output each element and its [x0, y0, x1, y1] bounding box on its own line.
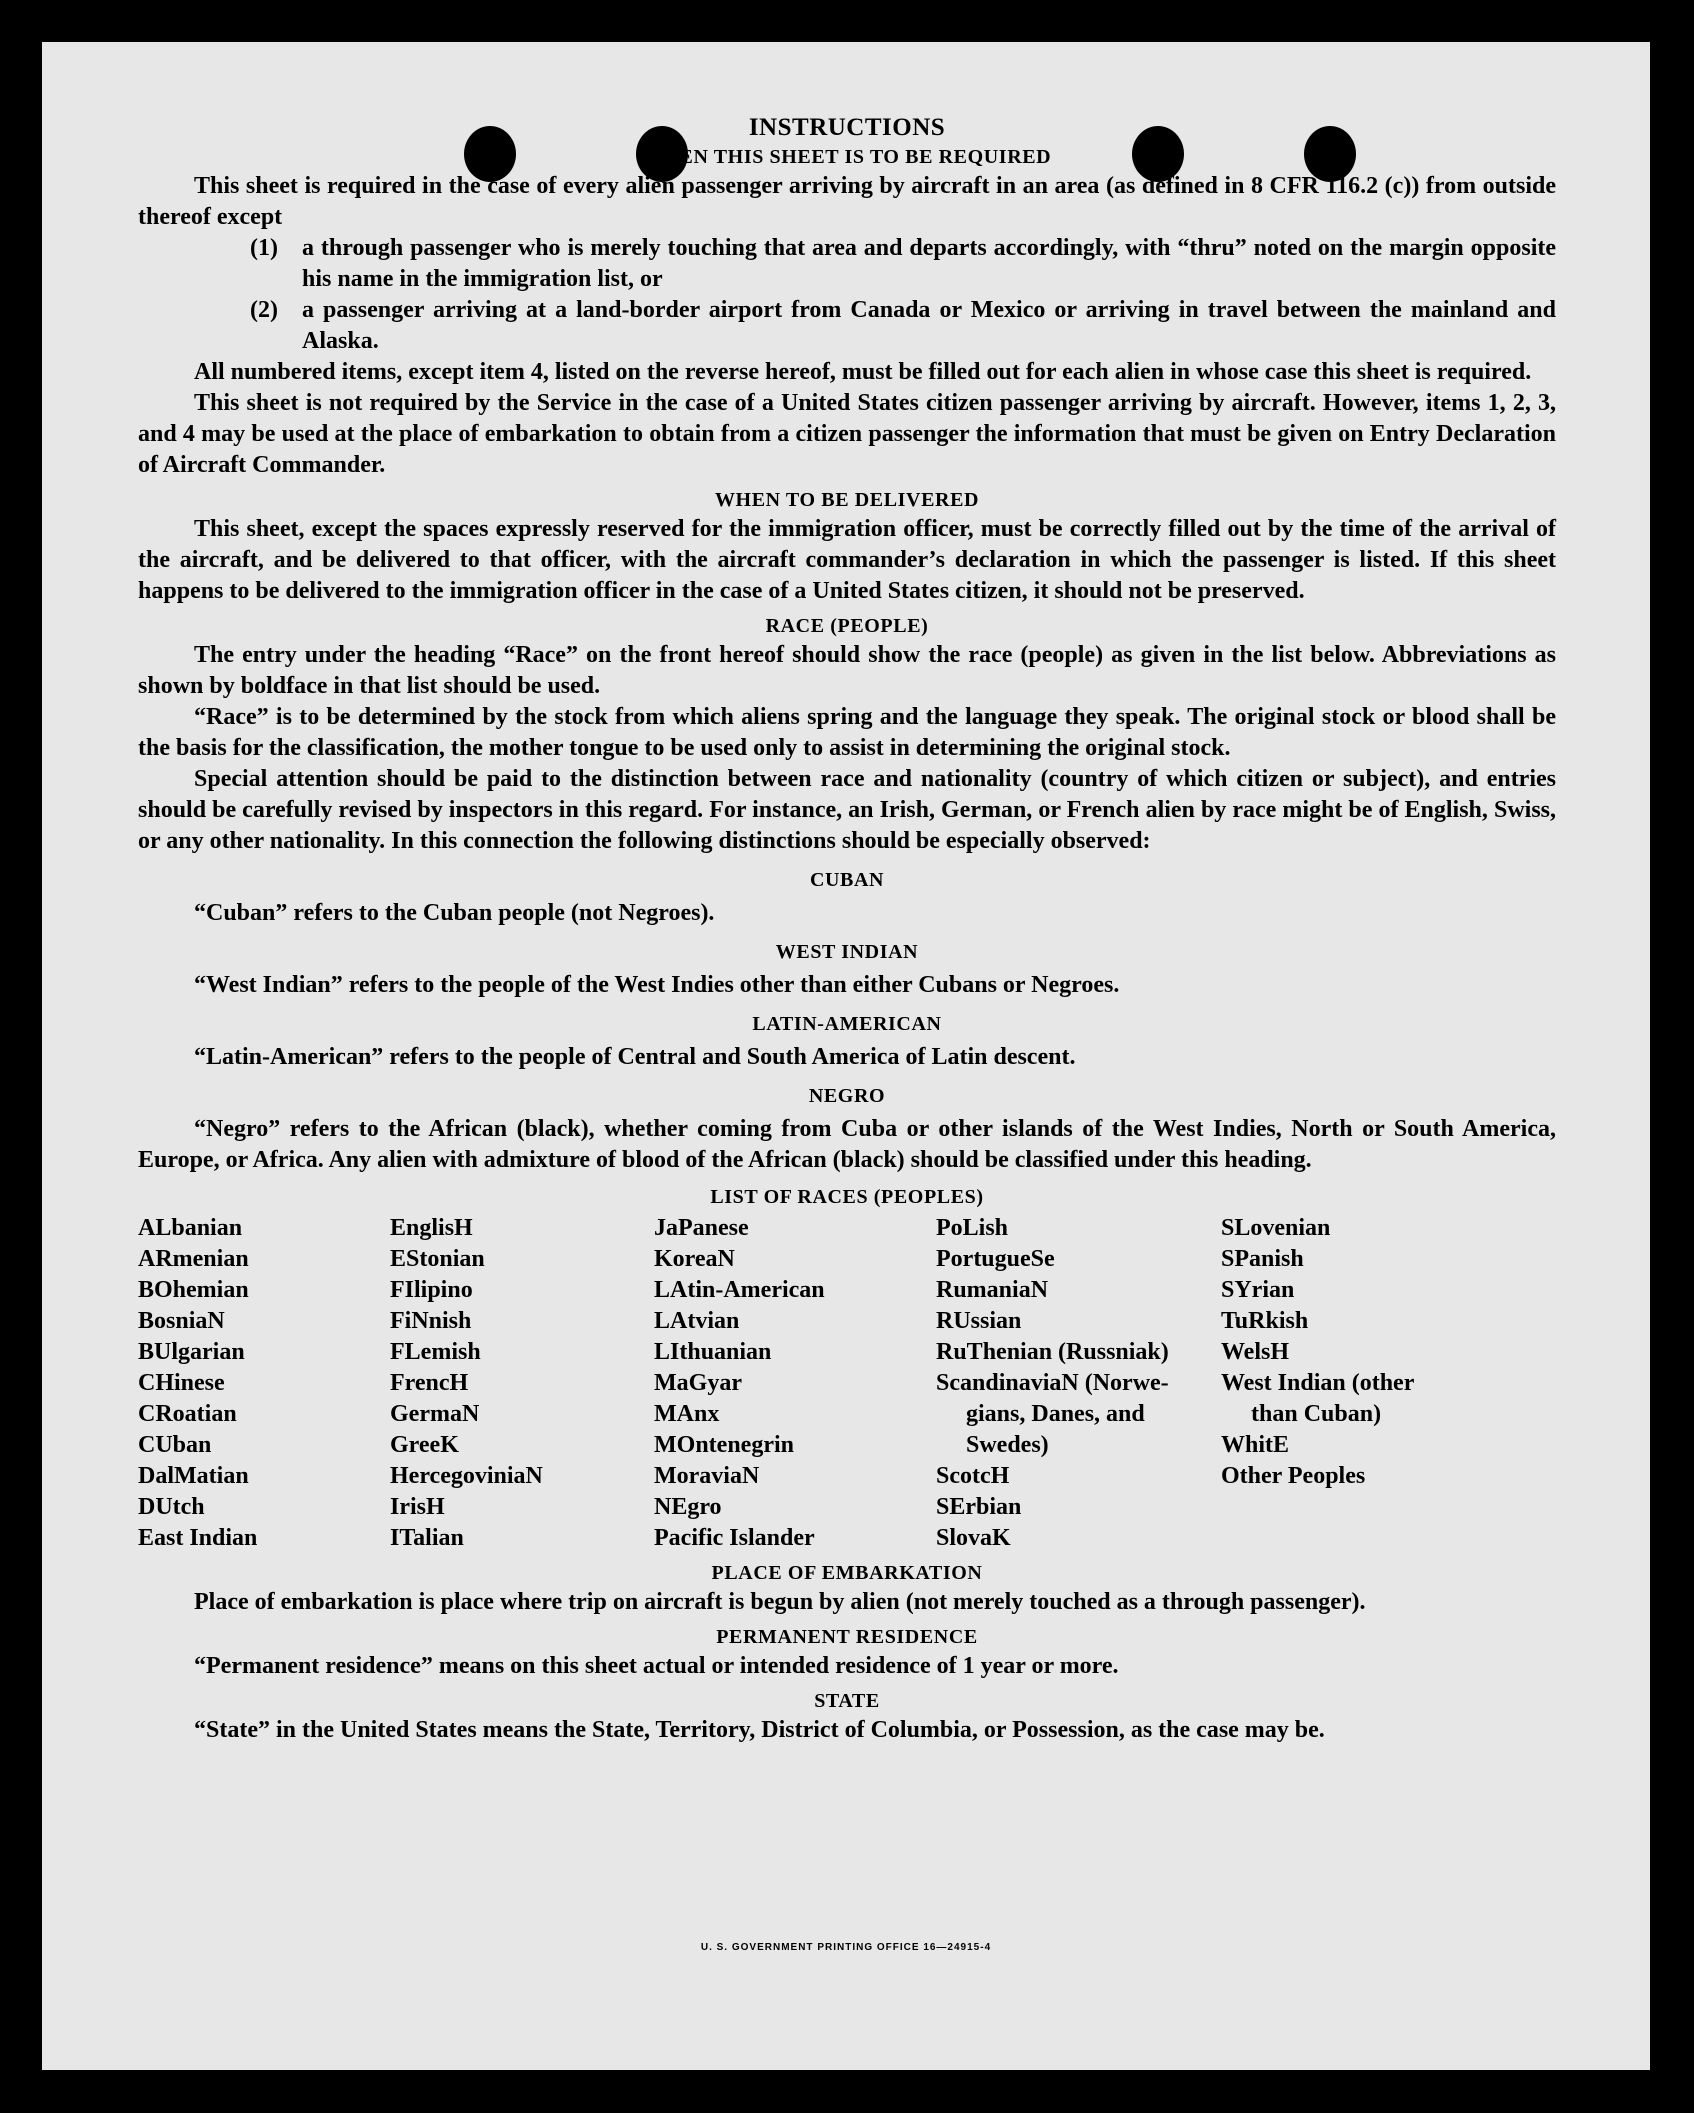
race-column: [936, 1213, 1221, 1554]
section-heading-west-indian: WEST INDIAN: [775, 941, 919, 963]
race-entry: PoLish: [936, 1215, 1009, 1241]
race-entry: CUban: [138, 1432, 212, 1458]
paragraph: “Permanent residence” means on this sheet actual or intended residence of 1 year or more.: [194, 1653, 1119, 1679]
race-entry: JaPanese: [654, 1215, 749, 1241]
item-number: (2): [250, 297, 278, 323]
race-entry: WelsH: [1221, 1339, 1290, 1365]
paragraph: This sheet is required in the case of every alien passenger arriving by aircraft in an area (as defined in 8 CFR 116.2 (c)) from outside thereof except: [138, 173, 1556, 230]
section-heading-when-required: WHEN THIS SHEET IS TO BE REQUIRED: [642, 146, 1052, 168]
race-entry: SYrian: [1221, 1277, 1295, 1303]
race-entry: NEgro: [654, 1494, 722, 1520]
paragraph: All numbered items, except item 4, listed on the reverse hereof, must be filled out for each alien in whose case this sheet is required.: [194, 359, 1532, 385]
race-entry: ALbanian: [138, 1215, 243, 1241]
race-entry: SPanish: [1221, 1246, 1304, 1272]
section-heading-latin-american: LATIN-AMERICAN: [752, 1013, 942, 1035]
section-heading-negro: NEGRO: [808, 1085, 886, 1107]
race-column: [1221, 1213, 1556, 1554]
race-entry: CRoatian: [138, 1401, 237, 1427]
race-entry: LIthuanian: [654, 1339, 772, 1365]
item-text: a through passenger who is merely touching that area and departs accordingly, with “thru” noted on the margin opposite his name in the immigration list, or: [302, 235, 1556, 292]
race-column: [654, 1213, 936, 1554]
race-column: [390, 1213, 654, 1554]
race-entry: PortugueSe: [936, 1246, 1055, 1272]
race-entry: GreeK: [390, 1432, 459, 1458]
race-entry: EnglisH: [390, 1215, 473, 1241]
paragraph: This sheet is not required by the Service in the case of a United States citizen passenger arriving by aircraft. However, items 1, 2, 3, and 4 may be used at the place of embarkation to obtain from a citizen passenger the information that must be given on Entry Declaration of Aircraft Commander.: [138, 390, 1556, 478]
race-list: [138, 1213, 1556, 1554]
section-heading-embarkation: PLACE OF EMBARKATION: [711, 1562, 983, 1584]
race-entry: MAnx: [654, 1401, 720, 1427]
race-entry: EStonian: [390, 1246, 485, 1272]
race-entry: SlovaK: [936, 1525, 1011, 1551]
race-entry: MOntenegrin: [654, 1432, 794, 1458]
paragraph: “Race” is to be determined by the stock from which aliens spring and the language they speak. The original stock or blood shall be the basis for the classification, the mother tongue to be used only to assist in determining the original stock.: [138, 704, 1556, 761]
race-entry: SErbian: [936, 1494, 1022, 1520]
printer-imprint: U. S. GOVERNMENT PRINTING OFFICE 16—24915-4: [700, 1942, 992, 1953]
race-entry: DUtch: [138, 1494, 205, 1520]
race-entry: LAtin-American: [654, 1277, 825, 1303]
section-heading-cuban: CUBAN: [809, 869, 885, 891]
race-entry: RUssian: [936, 1308, 1022, 1334]
race-entry: FrencH: [390, 1370, 469, 1396]
race-entry: FiNnish: [390, 1308, 472, 1334]
instructions-content: [138, 114, 1556, 1746]
paragraph: “Latin-American” refers to the people of Central and South America of Latin descent.: [194, 1044, 1076, 1070]
paragraph: Special attention should be paid to the distinction between race and nationality (country of which citizen or subject), and entries should be carefully revised by inspectors in this regard. For instance, an Irish, German, or French alien by race might be of English, Swiss, or any other nationality. In this connection the following distinctions should be especially observed:: [138, 766, 1556, 854]
race-entry: IrisH: [390, 1494, 445, 1520]
race-entry: gians, Danes, and: [966, 1401, 1145, 1427]
item-number: (1): [250, 235, 278, 261]
race-entry: BUlgarian: [138, 1339, 245, 1365]
list-item: [250, 295, 1556, 357]
race-entry: ScotcH: [936, 1463, 1010, 1489]
section-heading-list-of-races: LIST OF RACES (PEOPLES): [710, 1186, 984, 1208]
page-title: INSTRUCTIONS: [748, 114, 946, 141]
paragraph: “State” in the United States means the State, Territory, District of Columbia, or Possession, as the case may be.: [194, 1717, 1325, 1743]
race-entry: MaGyar: [654, 1370, 742, 1396]
race-entry: MoraviaN: [654, 1463, 760, 1489]
race-entry: KoreaN: [654, 1246, 735, 1272]
race-entry: Swedes): [966, 1432, 1049, 1458]
section-heading-residence: PERMANENT RESIDENCE: [716, 1626, 978, 1648]
race-entry: SLovenian: [1221, 1215, 1331, 1241]
race-entry: BOhemian: [138, 1277, 249, 1303]
race-entry: ScandinaviaN (Norwe-: [936, 1370, 1169, 1396]
race-entry: West Indian (other: [1221, 1370, 1415, 1396]
race-entry: HercegoviniaN: [390, 1463, 543, 1489]
race-entry: LAtvian: [654, 1308, 740, 1334]
race-entry: Pacific Islander: [654, 1525, 815, 1551]
paragraph: Place of embarkation is place where trip on aircraft is begun by alien (not merely touched as a through passenger).: [194, 1589, 1366, 1615]
race-entry: GermaN: [390, 1401, 480, 1427]
paragraph: This sheet, except the spaces expressly reserved for the immigration officer, must be correctly filled out by the time of the arrival of the aircraft, and be delivered to that officer, with the aircraft commander’s declaration in which the passenger is listed. If this sheet happens to be delivered to the immigration officer in the case of a United States citizen, it should not be preserved.: [138, 516, 1556, 604]
race-entry: ARmenian: [138, 1246, 249, 1272]
paragraph: “West Indian” refers to the people of the West Indies other than either Cubans or Negroes.: [194, 972, 1120, 998]
race-entry: WhitE: [1221, 1432, 1290, 1458]
race-entry: FLemish: [390, 1339, 481, 1365]
list-item: [250, 233, 1556, 295]
race-entry: than Cuban): [1251, 1401, 1382, 1427]
race-column: [138, 1213, 390, 1554]
race-entry: FIlipino: [390, 1277, 473, 1303]
race-entry: RumaniaN: [936, 1277, 1049, 1303]
race-entry: BosniaN: [138, 1308, 225, 1334]
paragraph: “Cuban” refers to the Cuban people (not Negroes).: [194, 900, 715, 926]
race-entry: East Indian: [138, 1525, 258, 1551]
race-entry: RuThenian (Russniak): [936, 1339, 1169, 1365]
race-entry: ITalian: [390, 1525, 464, 1551]
race-entry: TuRkish: [1221, 1308, 1309, 1334]
section-heading-race: RACE (PEOPLE): [765, 615, 929, 637]
race-entry: DalMatian: [138, 1463, 249, 1489]
item-text: a passenger arriving at a land-border airport from Canada or Mexico or arriving in travel between the mainland and Alaska.: [302, 297, 1556, 354]
section-heading-state: STATE: [814, 1690, 880, 1712]
section-heading-when-delivered: WHEN TO BE DELIVERED: [714, 489, 980, 511]
race-entry: Other Peoples: [1221, 1463, 1366, 1489]
race-entry: CHinese: [138, 1370, 225, 1396]
paragraph: The entry under the heading “Race” on the front hereof should show the race (people) as given in the list below. Abbreviations as shown by boldface in that list should be used.: [138, 642, 1556, 699]
paragraph: “Negro” refers to the African (black), whether coming from Cuba or other islands of the West Indies, North or South America, Europe, or Africa. Any alien with admixture of blood of the African (black) should be classified under this heading.: [138, 1116, 1556, 1173]
